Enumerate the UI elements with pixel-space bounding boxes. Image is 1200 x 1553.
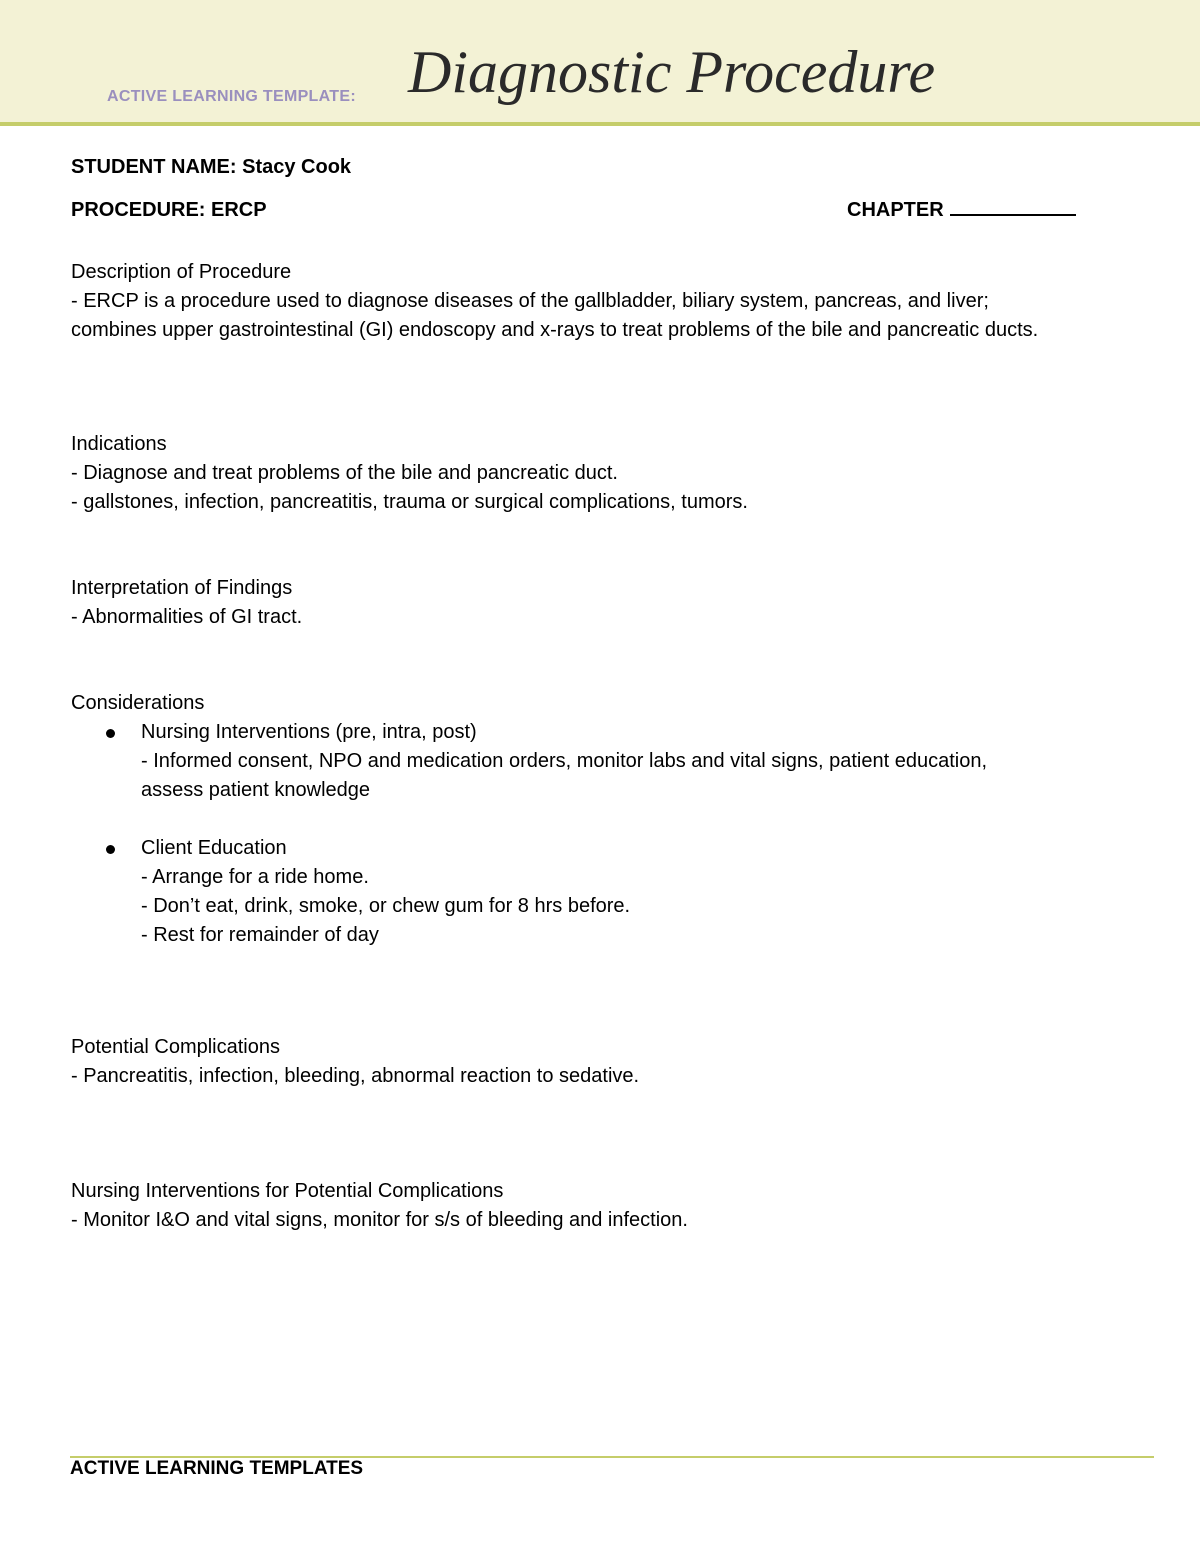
bullet-line: - Informed consent, NPO and medication orders, monitor labs and vital signs, patient education, bbox=[141, 750, 988, 772]
section-line: - gallstones, infection, pancreatitis, trauma or surgical complications, tumors. bbox=[71, 491, 748, 513]
procedure-label: PROCEDURE: bbox=[71, 199, 206, 221]
bullet-client-education bbox=[71, 834, 1141, 950]
chapter-label: CHAPTER bbox=[847, 199, 944, 221]
procedure-row bbox=[71, 196, 267, 225]
bullet-nursing-interventions bbox=[71, 718, 1141, 805]
bullet-line: - Don’t eat, drink, smoke, or chew gum for 8 hrs before. bbox=[141, 895, 631, 917]
section-heading: Nursing Interventions for Potential Complications bbox=[71, 1180, 504, 1202]
bullet-line: - Rest for remainder of day bbox=[141, 924, 379, 946]
section-line: - Abnormalities of GI tract. bbox=[71, 606, 303, 628]
bullet-icon bbox=[106, 845, 115, 854]
spacer bbox=[71, 805, 1141, 834]
section-indications bbox=[71, 430, 1141, 517]
section-line: - Pancreatitis, infection, bleeding, abnormal reaction to sedative. bbox=[71, 1065, 640, 1087]
section-complications bbox=[71, 1033, 1141, 1091]
bullet-title: Client Education bbox=[141, 837, 287, 859]
bullet-line: assess patient knowledge bbox=[141, 779, 371, 801]
student-name-row bbox=[71, 153, 351, 182]
section-interpretation bbox=[71, 574, 1141, 632]
page-title: Diagnostic Procedure bbox=[408, 39, 936, 105]
bullet-title: Nursing Interventions (pre, intra, post) bbox=[141, 721, 477, 743]
section-heading: Description of Procedure bbox=[71, 261, 292, 283]
student-name-label: STUDENT NAME: bbox=[71, 156, 237, 178]
student-name-value: Stacy Cook bbox=[242, 156, 352, 178]
section-line: combines upper gastrointestinal (GI) endoscopy and x-rays to treat problems of the bile and pancreatic ducts. bbox=[71, 319, 1039, 341]
header-rule bbox=[0, 122, 1200, 126]
footer-label: ACTIVE LEARNING TEMPLATES bbox=[70, 1458, 364, 1479]
section-heading: Indications bbox=[71, 433, 167, 455]
chapter-blank-line bbox=[950, 196, 1076, 216]
section-heading: Considerations bbox=[71, 692, 205, 714]
section-line: - ERCP is a procedure used to diagnose diseases of the gallbladder, biliary system, pancreas, and liver; bbox=[71, 290, 989, 312]
procedure-value: ERCP bbox=[211, 199, 267, 221]
template-label: ACTIVE LEARNING TEMPLATE: bbox=[107, 88, 356, 105]
section-interventions bbox=[71, 1177, 1141, 1235]
section-description bbox=[71, 258, 1141, 345]
chapter-row bbox=[847, 196, 1076, 225]
section-line: - Diagnose and treat problems of the bile and pancreatic duct. bbox=[71, 462, 618, 484]
section-heading: Potential Complications bbox=[71, 1036, 280, 1058]
bullet-line: - Arrange for a ride home. bbox=[141, 866, 369, 888]
section-heading: Interpretation of Findings bbox=[71, 577, 293, 599]
section-considerations bbox=[71, 689, 1141, 950]
bullet-icon bbox=[106, 729, 115, 738]
section-line: - Monitor I&O and vital signs, monitor for s/s of bleeding and infection. bbox=[71, 1209, 688, 1231]
